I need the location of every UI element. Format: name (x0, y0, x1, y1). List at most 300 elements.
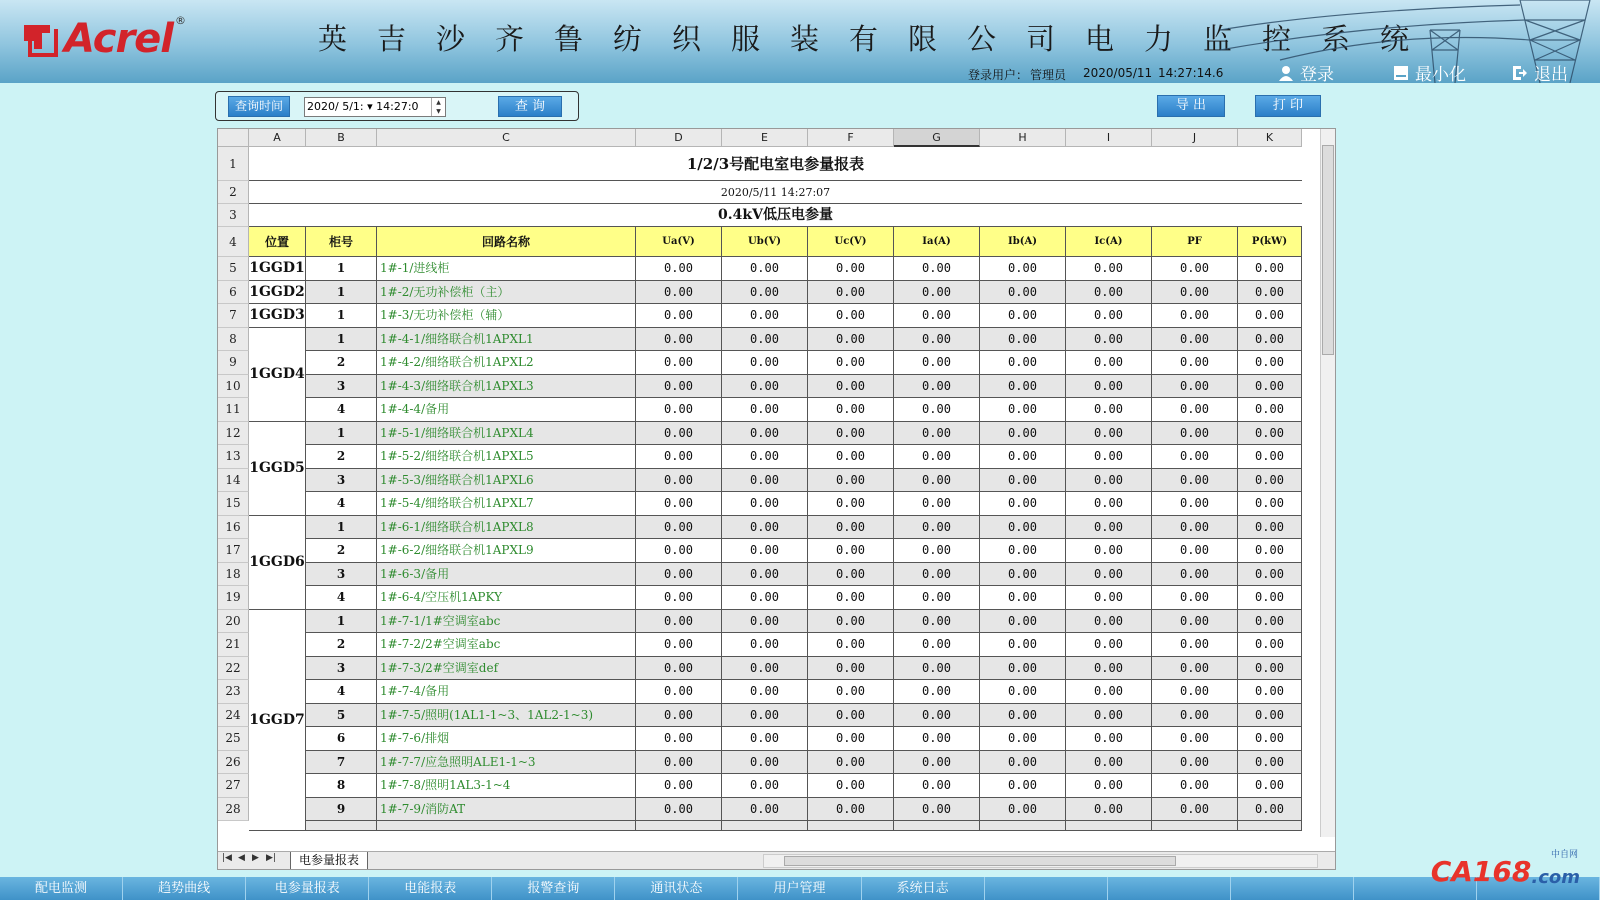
value-cell[interactable]: 0.00 (894, 445, 980, 469)
sheet-corner[interactable] (218, 129, 249, 147)
value-cell[interactable]: 0.00 (980, 610, 1066, 634)
row-header[interactable]: 13 (218, 445, 249, 469)
nav-item[interactable]: 电能报表 (369, 877, 492, 900)
cabinet-number[interactable]: 1 (306, 422, 377, 446)
value-cell[interactable]: 0.00 (980, 680, 1066, 704)
value-cell[interactable]: 0.00 (808, 328, 894, 352)
value-cell[interactable]: 0.00 (1066, 539, 1152, 563)
value-cell[interactable]: 0.00 (636, 774, 722, 798)
value-cell[interactable]: 0.00 (808, 633, 894, 657)
value-cell[interactable]: 0.00 (1238, 539, 1302, 563)
value-cell[interactable]: 0.00 (894, 798, 980, 822)
cabinet-number[interactable]: 4 (306, 586, 377, 610)
row-header[interactable]: 17 (218, 539, 249, 563)
value-cell[interactable]: 0.00 (722, 563, 808, 587)
value-cell[interactable]: 0.00 (808, 563, 894, 587)
cabinet-number[interactable]: 1 (306, 516, 377, 540)
value-cell[interactable]: 0.00 (722, 610, 808, 634)
report-spreadsheet[interactable] (217, 128, 1336, 870)
value-cell[interactable]: 0.00 (894, 492, 980, 516)
minimize-button[interactable] (1393, 60, 1466, 83)
value-cell[interactable]: 0.00 (1152, 492, 1238, 516)
value-cell[interactable]: 0.00 (980, 328, 1066, 352)
row-header[interactable]: 6 (218, 281, 249, 305)
horizontal-scrollbar[interactable] (763, 854, 1318, 868)
circuit-name[interactable]: 1#-4-2/细络联合机1APXL2 (377, 351, 636, 375)
nav-item[interactable]: 系统日志 (862, 877, 985, 900)
cabinet-number[interactable]: 3 (306, 657, 377, 681)
value-cell[interactable]: 0.00 (808, 422, 894, 446)
value-cell[interactable]: 0.00 (894, 680, 980, 704)
circuit-name[interactable]: 1#-5-1/细络联合机1APXL4 (377, 422, 636, 446)
value-cell[interactable]: 0.00 (1152, 351, 1238, 375)
cabinet-number[interactable]: 1 (306, 281, 377, 305)
value-cell[interactable]: 0.00 (894, 657, 980, 681)
value-cell[interactable]: 0.00 (808, 351, 894, 375)
row-header[interactable]: 18 (218, 563, 249, 587)
value-cell[interactable]: 0.00 (894, 727, 980, 751)
row-header[interactable]: 22 (218, 657, 249, 681)
cabinet-number[interactable]: 3 (306, 563, 377, 587)
value-cell[interactable]: 0.00 (1238, 328, 1302, 352)
value-cell[interactable]: 0.00 (894, 563, 980, 587)
circuit-name[interactable]: 1#-6-1/细络联合机1APXL8 (377, 516, 636, 540)
nav-item[interactable]: 趋势曲线 (123, 877, 246, 900)
value-cell[interactable]: 0.00 (980, 798, 1066, 822)
nav-item[interactable]: 报警查询 (492, 877, 615, 900)
value-cell[interactable]: 0.00 (722, 774, 808, 798)
value-cell[interactable]: 0.00 (980, 492, 1066, 516)
row-header[interactable]: 23 (218, 680, 249, 704)
value-cell[interactable]: 0.00 (1238, 445, 1302, 469)
value-cell[interactable]: 0.00 (722, 539, 808, 563)
value-cell[interactable]: 0.00 (636, 610, 722, 634)
value-cell[interactable]: 0.00 (722, 257, 808, 281)
value-cell[interactable]: 0.00 (1152, 751, 1238, 775)
value-cell[interactable]: 0.00 (894, 539, 980, 563)
circuit-name[interactable]: 1#-2/无功补偿柜（主） (377, 281, 636, 305)
value-cell[interactable]: 0.00 (722, 704, 808, 728)
value-cell[interactable]: 0.00 (1152, 469, 1238, 493)
value-cell[interactable]: 0.00 (1238, 798, 1302, 822)
value-cell[interactable]: 0.00 (1066, 586, 1152, 610)
value-cell[interactable]: 0.00 (1152, 445, 1238, 469)
circuit-name[interactable]: 1#-7-6/排烟 (377, 727, 636, 751)
value-cell[interactable]: 0.00 (636, 422, 722, 446)
row-header[interactable]: 2 (218, 181, 249, 204)
value-cell[interactable]: 0.00 (980, 774, 1066, 798)
value-cell[interactable]: 0.00 (980, 727, 1066, 751)
value-cell[interactable]: 0.00 (1152, 516, 1238, 540)
cabinet-number[interactable]: 3 (306, 375, 377, 399)
value-cell[interactable]: 0.00 (980, 751, 1066, 775)
circuit-name[interactable]: 1#-6-2/细络联合机1APXL9 (377, 539, 636, 563)
value-cell[interactable]: 0.00 (808, 398, 894, 422)
value-cell[interactable]: 0.00 (980, 469, 1066, 493)
value-cell[interactable]: 0.00 (1238, 774, 1302, 798)
value-cell[interactable]: 0.00 (894, 281, 980, 305)
value-cell[interactable]: 0.00 (894, 751, 980, 775)
value-cell[interactable]: 0.00 (1238, 751, 1302, 775)
cabinet-number[interactable]: 2 (306, 539, 377, 563)
value-cell[interactable]: 0.00 (808, 281, 894, 305)
value-cell[interactable]: 0.00 (894, 375, 980, 399)
cabinet-number[interactable]: 2 (306, 445, 377, 469)
value-cell[interactable]: 0.00 (636, 516, 722, 540)
value-cell[interactable]: 0.00 (636, 492, 722, 516)
column-header[interactable]: C (377, 129, 636, 147)
value-cell[interactable]: 0.00 (808, 680, 894, 704)
circuit-name[interactable]: 1#-6-3/备用 (377, 563, 636, 587)
value-cell[interactable]: 0.00 (894, 398, 980, 422)
circuit-name[interactable]: 1#-4-4/备用 (377, 398, 636, 422)
circuit-name[interactable]: 1#-5-3/细络联合机1APXL6 (377, 469, 636, 493)
value-cell[interactable]: 0.00 (980, 351, 1066, 375)
value-cell[interactable]: 0.00 (980, 257, 1066, 281)
value-cell[interactable]: 0.00 (636, 798, 722, 822)
value-cell[interactable]: 0.00 (1152, 633, 1238, 657)
value-cell[interactable]: 0.00 (1238, 422, 1302, 446)
value-cell[interactable]: 0.00 (980, 375, 1066, 399)
value-cell[interactable]: 0.00 (1238, 469, 1302, 493)
value-cell[interactable]: 0.00 (722, 586, 808, 610)
row-header[interactable]: 9 (218, 351, 249, 375)
value-cell[interactable]: 0.00 (1238, 586, 1302, 610)
query-button[interactable]: 查 询 (498, 96, 562, 117)
value-cell[interactable]: 0.00 (808, 445, 894, 469)
nav-item[interactable]: 通讯状态 (615, 877, 738, 900)
circuit-name[interactable]: 1#-4-1/细络联合机1APXL1 (377, 328, 636, 352)
value-cell[interactable]: 0.00 (636, 445, 722, 469)
value-cell[interactable]: 0.00 (894, 257, 980, 281)
position-cell[interactable]: 1GGD6 (249, 516, 306, 610)
datetime-picker[interactable] (304, 97, 446, 117)
cabinet-number[interactable]: 2 (306, 351, 377, 375)
cabinet-number[interactable]: 4 (306, 680, 377, 704)
value-cell[interactable]: 0.00 (894, 469, 980, 493)
value-cell[interactable]: 0.00 (1238, 351, 1302, 375)
value-cell[interactable]: 0.00 (808, 469, 894, 493)
value-cell[interactable]: 0.00 (980, 586, 1066, 610)
value-cell[interactable]: 0.00 (894, 774, 980, 798)
value-cell[interactable]: 0.00 (808, 492, 894, 516)
row-header[interactable]: 14 (218, 469, 249, 493)
value-cell[interactable]: 0.00 (980, 539, 1066, 563)
value-cell[interactable]: 0.00 (1152, 798, 1238, 822)
value-cell[interactable]: 0.00 (1066, 657, 1152, 681)
value-cell[interactable]: 0.00 (980, 398, 1066, 422)
value-cell[interactable]: 0.00 (722, 657, 808, 681)
column-header[interactable]: E (722, 129, 808, 147)
position-cell[interactable]: 1GGD7 (249, 610, 306, 832)
nav-item[interactable]: 用户管理 (738, 877, 861, 900)
value-cell[interactable]: 0.00 (980, 563, 1066, 587)
circuit-name[interactable]: 1#-4-3/细络联合机1APXL3 (377, 375, 636, 399)
value-cell[interactable]: 0.00 (1066, 563, 1152, 587)
value-cell[interactable]: 0.00 (1066, 281, 1152, 305)
sheet-tab-active[interactable]: 电参量报表 (290, 852, 368, 870)
value-cell[interactable]: 0.00 (1152, 774, 1238, 798)
value-cell[interactable]: 0.00 (636, 398, 722, 422)
print-button[interactable]: 打 印 (1255, 95, 1321, 117)
value-cell[interactable]: 0.00 (722, 445, 808, 469)
value-cell[interactable]: 0.00 (1152, 704, 1238, 728)
cabinet-number[interactable]: 3 (306, 469, 377, 493)
value-cell[interactable]: 0.00 (980, 657, 1066, 681)
column-header[interactable]: F (808, 129, 894, 147)
cabinet-number[interactable]: 5 (306, 704, 377, 728)
value-cell[interactable]: 0.00 (1152, 563, 1238, 587)
value-cell[interactable]: 0.00 (636, 680, 722, 704)
row-header[interactable]: 7 (218, 304, 249, 328)
value-cell[interactable]: 0.00 (1238, 633, 1302, 657)
value-cell[interactable]: 0.00 (1238, 680, 1302, 704)
value-cell[interactable]: 0.00 (894, 304, 980, 328)
cabinet-number[interactable]: 1 (306, 328, 377, 352)
value-cell[interactable]: 0.00 (636, 304, 722, 328)
value-cell[interactable]: 0.00 (722, 422, 808, 446)
value-cell[interactable]: 0.00 (1152, 727, 1238, 751)
circuit-name[interactable]: 1#-7-4/备用 (377, 680, 636, 704)
value-cell[interactable]: 0.00 (1066, 751, 1152, 775)
value-cell[interactable]: 0.00 (1066, 445, 1152, 469)
row-header[interactable]: 21 (218, 633, 249, 657)
circuit-name[interactable]: 1#-7-2/2#空调室abc (377, 633, 636, 657)
value-cell[interactable]: 0.00 (894, 516, 980, 540)
spin-up-icon[interactable]: ▲ (436, 99, 441, 106)
value-cell[interactable]: 0.00 (1066, 492, 1152, 516)
value-cell[interactable]: 0.00 (1152, 539, 1238, 563)
value-cell[interactable]: 0.00 (722, 398, 808, 422)
value-cell[interactable]: 0.00 (722, 633, 808, 657)
row-header[interactable]: 24 (218, 704, 249, 728)
column-header[interactable]: K (1238, 129, 1302, 147)
value-cell[interactable]: 0.00 (894, 633, 980, 657)
value-cell[interactable]: 0.00 (808, 798, 894, 822)
value-cell[interactable]: 0.00 (636, 257, 722, 281)
row-header[interactable]: 20 (218, 610, 249, 634)
value-cell[interactable]: 0.00 (1066, 422, 1152, 446)
nav-item[interactable] (1231, 877, 1354, 900)
value-cell[interactable]: 0.00 (1152, 375, 1238, 399)
cabinet-number[interactable]: 2 (306, 633, 377, 657)
value-cell[interactable]: 0.00 (1066, 304, 1152, 328)
value-cell[interactable]: 0.00 (1066, 328, 1152, 352)
value-cell[interactable]: 0.00 (636, 727, 722, 751)
first-sheet-icon[interactable]: |◀ (222, 853, 232, 863)
value-cell[interactable]: 0.00 (636, 469, 722, 493)
value-cell[interactable]: 0.00 (1066, 704, 1152, 728)
value-cell[interactable]: 0.00 (1238, 281, 1302, 305)
value-cell[interactable]: 0.00 (808, 610, 894, 634)
value-cell[interactable]: 0.00 (1152, 657, 1238, 681)
value-cell[interactable]: 0.00 (1238, 492, 1302, 516)
vertical-scrollbar[interactable] (1320, 129, 1335, 837)
value-cell[interactable]: 0.00 (1066, 351, 1152, 375)
column-header[interactable]: B (306, 129, 377, 147)
value-cell[interactable]: 0.00 (980, 304, 1066, 328)
value-cell[interactable]: 0.00 (722, 680, 808, 704)
value-cell[interactable]: 0.00 (1152, 610, 1238, 634)
value-cell[interactable]: 0.00 (636, 704, 722, 728)
value-cell[interactable]: 0.00 (980, 633, 1066, 657)
cabinet-number[interactable]: 4 (306, 492, 377, 516)
value-cell[interactable]: 0.00 (1238, 704, 1302, 728)
row-header[interactable]: 4 (218, 227, 249, 257)
cabinet-number[interactable]: 6 (306, 727, 377, 751)
row-header[interactable]: 27 (218, 774, 249, 798)
circuit-name[interactable]: 1#-7-8/照明1AL3-1~4 (377, 774, 636, 798)
value-cell[interactable]: 0.00 (722, 281, 808, 305)
value-cell[interactable]: 0.00 (808, 704, 894, 728)
value-cell[interactable]: 0.00 (1152, 422, 1238, 446)
cabinet-number[interactable]: 4 (306, 398, 377, 422)
value-cell[interactable]: 0.00 (1238, 516, 1302, 540)
value-cell[interactable]: 0.00 (1238, 304, 1302, 328)
value-cell[interactable]: 0.00 (722, 798, 808, 822)
value-cell[interactable]: 0.00 (636, 328, 722, 352)
cabinet-number[interactable]: 7 (306, 751, 377, 775)
nav-item[interactable]: 电参量报表 (246, 877, 369, 900)
position-cell[interactable]: 1GGD5 (249, 422, 306, 516)
circuit-name[interactable]: 1#-7-7/应急照明ALE1-1~3 (377, 751, 636, 775)
value-cell[interactable]: 0.00 (808, 751, 894, 775)
cabinet-number[interactable]: 1 (306, 257, 377, 281)
circuit-name[interactable]: 1#-1/进线柜 (377, 257, 636, 281)
value-cell[interactable]: 0.00 (636, 281, 722, 305)
value-cell[interactable]: 0.00 (636, 657, 722, 681)
value-cell[interactable]: 0.00 (1238, 563, 1302, 587)
column-header[interactable]: H (980, 129, 1066, 147)
exit-button[interactable] (1512, 60, 1568, 83)
nav-item[interactable] (1108, 877, 1231, 900)
circuit-name[interactable]: 1#-5-2/细络联合机1APXL5 (377, 445, 636, 469)
value-cell[interactable]: 0.00 (1238, 657, 1302, 681)
value-cell[interactable]: 0.00 (1066, 398, 1152, 422)
next-sheet-icon[interactable]: ▶ (252, 853, 259, 863)
value-cell[interactable]: 0.00 (636, 563, 722, 587)
spin-down-icon[interactable]: ▼ (436, 108, 441, 115)
value-cell[interactable]: 0.00 (1066, 257, 1152, 281)
value-cell[interactable]: 0.00 (722, 351, 808, 375)
value-cell[interactable]: 0.00 (1152, 398, 1238, 422)
vertical-scroll-thumb[interactable] (1322, 145, 1334, 355)
value-cell[interactable]: 0.00 (1238, 610, 1302, 634)
column-header[interactable]: A (249, 129, 306, 147)
position-cell[interactable]: 1GGD1 (249, 257, 306, 281)
row-header[interactable]: 16 (218, 516, 249, 540)
value-cell[interactable]: 0.00 (1066, 610, 1152, 634)
circuit-name[interactable]: 1#-3/无功补偿柜（辅） (377, 304, 636, 328)
value-cell[interactable]: 0.00 (722, 751, 808, 775)
value-cell[interactable]: 0.00 (1066, 727, 1152, 751)
value-cell[interactable]: 0.00 (1238, 375, 1302, 399)
row-header[interactable]: 28 (218, 798, 249, 822)
value-cell[interactable]: 0.00 (808, 375, 894, 399)
value-cell[interactable]: 0.00 (722, 727, 808, 751)
row-header[interactable]: 8 (218, 328, 249, 352)
circuit-name[interactable]: 1#-6-4/空压机1APKY (377, 586, 636, 610)
value-cell[interactable]: 0.00 (1066, 469, 1152, 493)
value-cell[interactable]: 0.00 (636, 633, 722, 657)
column-header[interactable]: G (894, 129, 980, 147)
value-cell[interactable]: 0.00 (808, 727, 894, 751)
value-cell[interactable]: 0.00 (722, 469, 808, 493)
row-header[interactable]: 1 (218, 147, 249, 181)
value-cell[interactable]: 0.00 (1152, 586, 1238, 610)
value-cell[interactable]: 0.00 (808, 586, 894, 610)
value-cell[interactable]: 0.00 (722, 492, 808, 516)
row-header[interactable]: 11 (218, 398, 249, 422)
value-cell[interactable]: 0.00 (980, 445, 1066, 469)
value-cell[interactable]: 0.00 (722, 304, 808, 328)
row-header[interactable]: 25 (218, 727, 249, 751)
value-cell[interactable]: 0.00 (636, 586, 722, 610)
value-cell[interactable]: 0.00 (980, 516, 1066, 540)
row-header[interactable]: 3 (218, 204, 249, 227)
circuit-name[interactable]: 1#-5-4/细络联合机1APXL7 (377, 492, 636, 516)
value-cell[interactable]: 0.00 (808, 657, 894, 681)
value-cell[interactable]: 0.00 (1066, 774, 1152, 798)
value-cell[interactable]: 0.00 (808, 257, 894, 281)
row-header[interactable]: 15 (218, 492, 249, 516)
last-sheet-icon[interactable]: ▶| (266, 853, 276, 863)
position-cell[interactable]: 1GGD2 (249, 281, 306, 305)
value-cell[interactable]: 0.00 (980, 422, 1066, 446)
value-cell[interactable]: 0.00 (722, 328, 808, 352)
row-header[interactable]: 5 (218, 257, 249, 281)
value-cell[interactable]: 0.00 (636, 751, 722, 775)
login-button[interactable] (1278, 60, 1334, 83)
column-header[interactable]: I (1066, 129, 1152, 147)
value-cell[interactable]: 0.00 (636, 351, 722, 375)
value-cell[interactable]: 0.00 (894, 704, 980, 728)
cabinet-number[interactable]: 1 (306, 610, 377, 634)
value-cell[interactable]: 0.00 (1238, 257, 1302, 281)
value-cell[interactable]: 0.00 (1066, 633, 1152, 657)
value-cell[interactable]: 0.00 (722, 375, 808, 399)
row-header[interactable]: 12 (218, 422, 249, 446)
value-cell[interactable]: 0.00 (808, 774, 894, 798)
value-cell[interactable]: 0.00 (894, 586, 980, 610)
value-cell[interactable]: 0.00 (1152, 257, 1238, 281)
value-cell[interactable]: 0.00 (808, 539, 894, 563)
value-cell[interactable]: 0.00 (980, 281, 1066, 305)
value-cell[interactable]: 0.00 (808, 304, 894, 328)
cabinet-number[interactable]: 1 (306, 304, 377, 328)
row-header[interactable]: 26 (218, 751, 249, 775)
export-button[interactable]: 导 出 (1157, 95, 1225, 117)
circuit-name[interactable]: 1#-7-9/消防AT (377, 798, 636, 822)
value-cell[interactable]: 0.00 (894, 610, 980, 634)
value-cell[interactable]: 0.00 (722, 516, 808, 540)
prev-sheet-icon[interactable]: ◀ (238, 853, 245, 863)
value-cell[interactable]: 0.00 (1152, 304, 1238, 328)
value-cell[interactable]: 0.00 (1152, 680, 1238, 704)
cabinet-number[interactable]: 9 (306, 798, 377, 822)
column-header[interactable]: D (636, 129, 722, 147)
value-cell[interactable]: 0.00 (1066, 375, 1152, 399)
cabinet-number[interactable]: 8 (306, 774, 377, 798)
horizontal-scroll-thumb[interactable] (784, 856, 1176, 866)
value-cell[interactable]: 0.00 (636, 375, 722, 399)
value-cell[interactable]: 0.00 (1238, 727, 1302, 751)
value-cell[interactable]: 0.00 (1066, 798, 1152, 822)
circuit-name[interactable]: 1#-7-3/2#空调室def (377, 657, 636, 681)
value-cell[interactable]: 0.00 (1238, 398, 1302, 422)
value-cell[interactable]: 0.00 (1066, 680, 1152, 704)
value-cell[interactable]: 0.00 (1152, 281, 1238, 305)
